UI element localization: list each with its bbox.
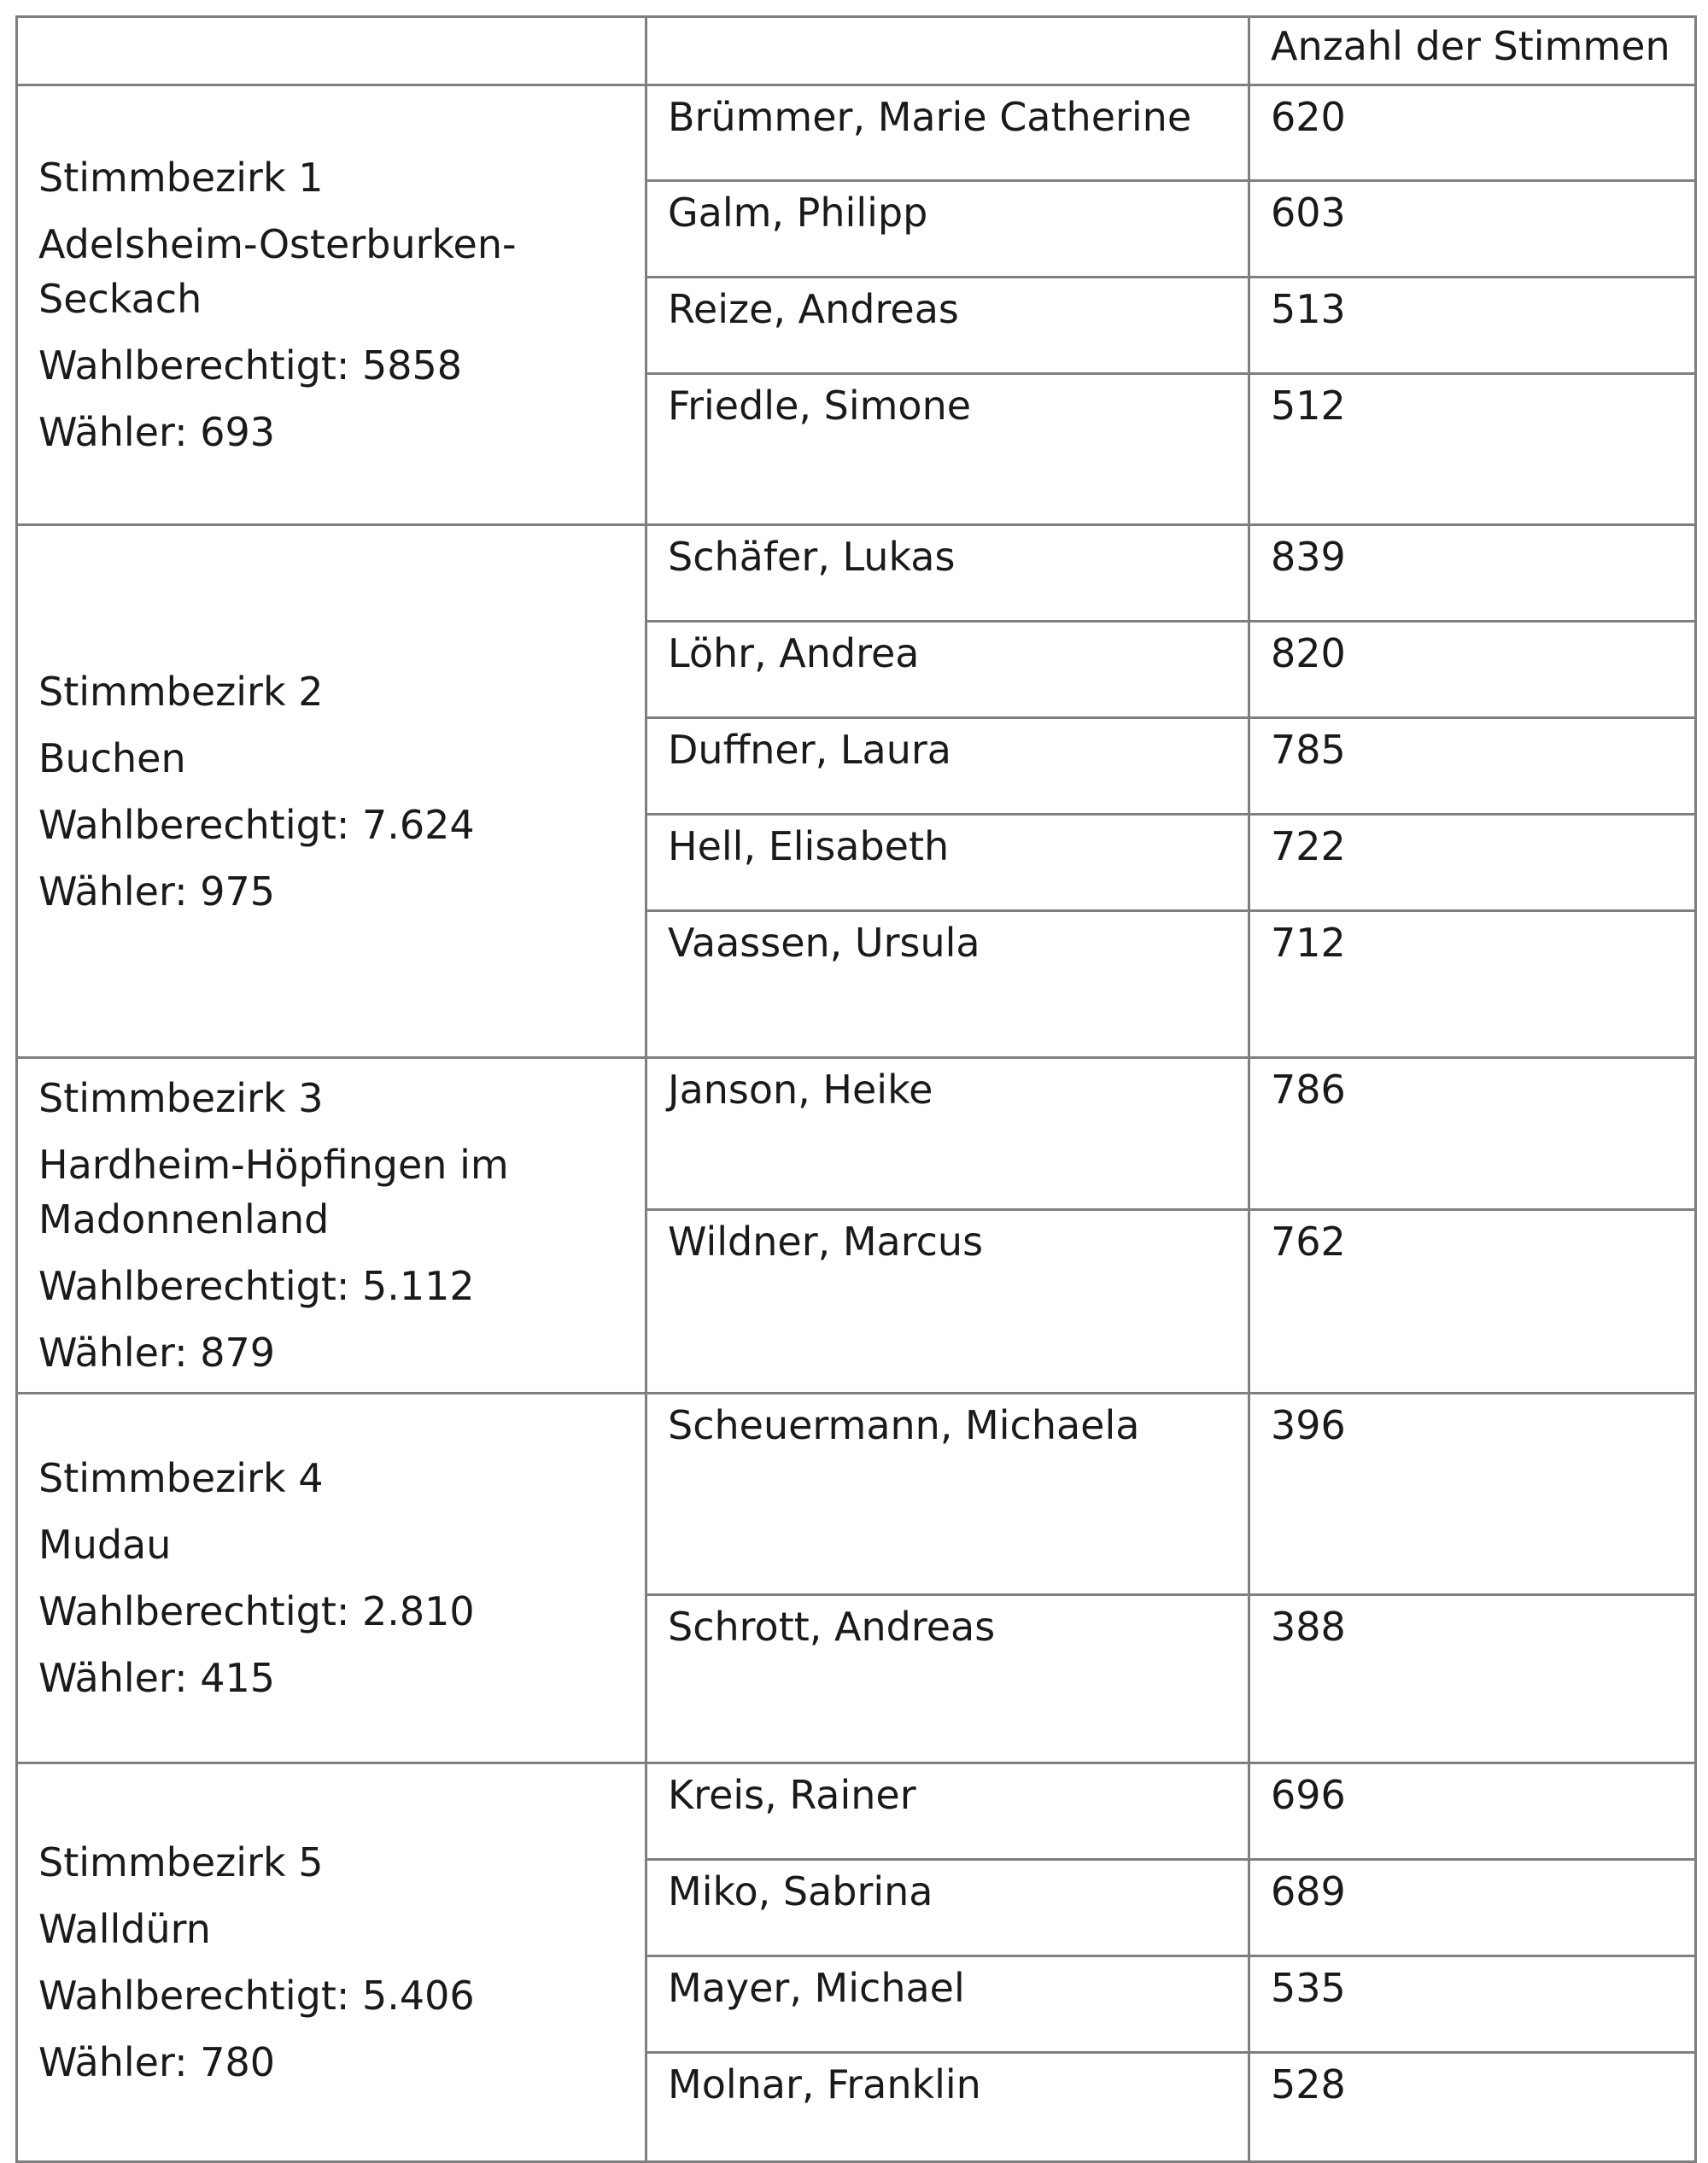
candidate-votes: 696 bbox=[1249, 1763, 1696, 1860]
candidate-votes: 528 bbox=[1249, 2053, 1696, 2162]
candidate-votes: 786 bbox=[1249, 1058, 1696, 1210]
district-cell bbox=[17, 525, 646, 1058]
candidate-votes: 762 bbox=[1249, 1210, 1696, 1394]
results-table-body bbox=[17, 17, 1696, 2162]
candidate-votes: 689 bbox=[1249, 1860, 1696, 1956]
candidate-name: Reize, Andreas bbox=[646, 278, 1249, 374]
candidate-votes: 785 bbox=[1249, 718, 1696, 815]
candidate-name: Wildner, Marcus bbox=[646, 1210, 1249, 1394]
district-eligible: Wahlberechtigt: 5.112 bbox=[38, 1263, 475, 1309]
table-row bbox=[17, 1763, 1696, 1860]
district-title: Stimmbezirk 3 bbox=[38, 1075, 324, 1121]
district-voters: Wähler: 693 bbox=[38, 409, 275, 455]
candidate-name: Duffner, Laura bbox=[646, 718, 1249, 815]
district-title: Stimmbezirk 4 bbox=[38, 1455, 324, 1501]
district-eligible: Wahlberechtigt: 2.810 bbox=[38, 1588, 475, 1634]
candidate-name: Kreis, Rainer bbox=[646, 1763, 1249, 1860]
district-place: Walldürn bbox=[38, 1906, 211, 1952]
district-place: Hardheim-Höpfingen im Madonnenland bbox=[38, 1142, 509, 1242]
district-eligible: Wahlberechtigt: 7.624 bbox=[38, 801, 475, 848]
district-voters: Wähler: 879 bbox=[38, 1330, 275, 1376]
candidate-name: Löhr, Andrea bbox=[646, 622, 1249, 718]
candidate-votes: 396 bbox=[1249, 1394, 1696, 1595]
district-eligible: Wahlberechtigt: 5.406 bbox=[38, 1973, 475, 2019]
candidate-name: Schäfer, Lukas bbox=[646, 525, 1249, 622]
candidate-name: Mayer, Michael bbox=[646, 1956, 1249, 2053]
candidate-name: Vaassen, Ursula bbox=[646, 911, 1249, 1058]
district-title: Stimmbezirk 5 bbox=[38, 1839, 324, 1885]
candidate-votes: 603 bbox=[1249, 181, 1696, 278]
header-cell-candidate bbox=[646, 17, 1249, 85]
district-voters: Wähler: 415 bbox=[38, 1655, 275, 1701]
candidate-name: Schrott, Andreas bbox=[646, 1595, 1249, 1763]
district-voters: Wähler: 975 bbox=[38, 868, 275, 915]
district-place: Adelsheim-Osterburken-Seckach bbox=[38, 221, 517, 322]
candidate-name: Miko, Sabrina bbox=[646, 1860, 1249, 1956]
district-place: Mudau bbox=[38, 1522, 172, 1568]
district-cell bbox=[17, 1763, 646, 2162]
header-row bbox=[17, 17, 1696, 85]
candidate-votes: 839 bbox=[1249, 525, 1696, 622]
candidate-votes: 512 bbox=[1249, 374, 1696, 525]
candidate-votes: 388 bbox=[1249, 1595, 1696, 1763]
table-row bbox=[17, 1058, 1696, 1210]
candidate-name: Brümmer, Marie Catherine bbox=[646, 85, 1249, 181]
district-cell bbox=[17, 85, 646, 525]
results-table bbox=[15, 15, 1697, 2163]
district-cell bbox=[17, 1394, 646, 1763]
candidate-name: Galm, Philipp bbox=[646, 181, 1249, 278]
candidate-votes: 620 bbox=[1249, 85, 1696, 181]
candidate-name: Hell, Elisabeth bbox=[646, 815, 1249, 911]
candidate-votes: 722 bbox=[1249, 815, 1696, 911]
candidate-votes: 820 bbox=[1249, 622, 1696, 718]
district-voters: Wähler: 780 bbox=[38, 2039, 275, 2085]
district-title: Stimmbezirk 2 bbox=[38, 668, 324, 715]
candidate-name: Janson, Heike bbox=[646, 1058, 1249, 1210]
district-cell bbox=[17, 1058, 646, 1394]
table-row bbox=[17, 525, 1696, 622]
candidate-name: Molnar, Franklin bbox=[646, 2053, 1249, 2162]
candidate-votes: 535 bbox=[1249, 1956, 1696, 2053]
candidate-name: Scheuermann, Michaela bbox=[646, 1394, 1249, 1595]
header-cell-district bbox=[17, 17, 646, 85]
table-row bbox=[17, 85, 1696, 181]
district-place: Buchen bbox=[38, 734, 186, 781]
candidate-name: Friedle, Simone bbox=[646, 374, 1249, 525]
header-cell-votes: Anzahl der Stimmen bbox=[1249, 17, 1696, 85]
district-eligible: Wahlberechtigt: 5858 bbox=[38, 342, 463, 389]
candidate-votes: 513 bbox=[1249, 278, 1696, 374]
candidate-votes: 712 bbox=[1249, 911, 1696, 1058]
table-row bbox=[17, 1394, 1696, 1595]
district-title: Stimmbezirk 1 bbox=[38, 155, 324, 201]
